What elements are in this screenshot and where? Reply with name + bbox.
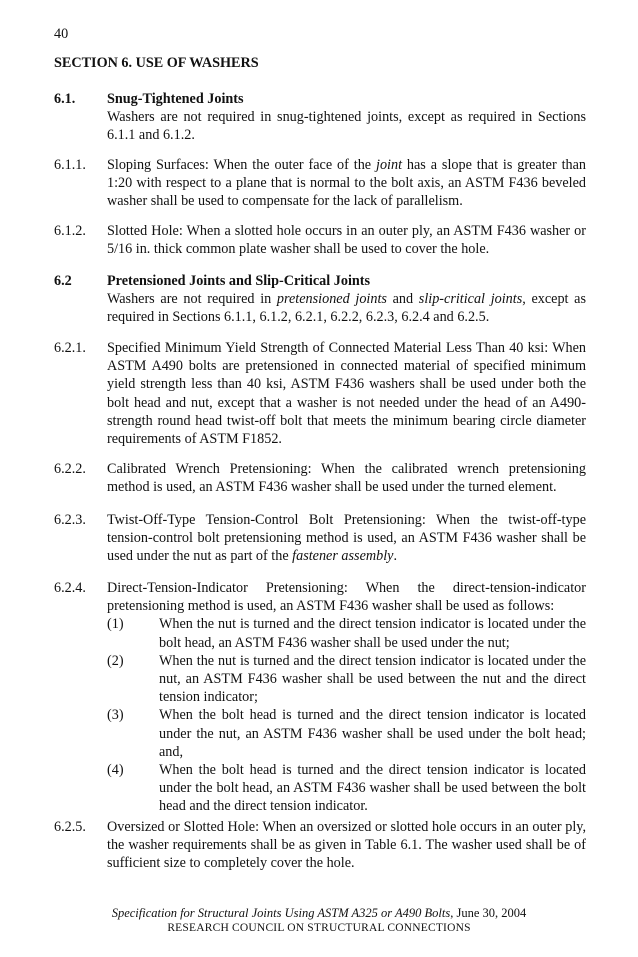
- washer-list: [107, 615, 586, 815]
- section-number: 6.1.: [54, 91, 76, 107]
- list-item-text: When the nut is turned and the direct tension indicator is located under the bolt head, an ASTM F436 washer shall be used under the nut;: [159, 616, 586, 651]
- section-text: Twist-Off-Type Tension-Control Bolt Pretensioning: When the twist-off-type tension-control bolt pretensioning method is used, an ASTM F436 washer shall be used under the nut as part of the fastener assembly.: [107, 512, 586, 565]
- section-6-2-4: [54, 579, 586, 816]
- section-text: Specified Minimum Yield Strength of Connected Material Less Than 40 ksi: When ASTM A490 bolts are pretensioned in connected material of specified minimum yield strength less than 40 ksi, ASTM F436 washers shall be used under both the bolt head and nut, except that a washer is not needed under the head of an A490-strength round head twist-off bolt that meets the minimum bearing circle diameter requirements of ASTM F1852.: [107, 340, 586, 448]
- footer-citation: Specification for Structural Joints Using ASTM A325 or A490 Bolts, June 30, 2004: [111, 906, 527, 920]
- list-item-text: When the nut is turned and the direct tension indicator is located under the nut, an ASTM F436 washer shall be used between the nut and the direct tension indicator;: [159, 652, 586, 706]
- list-item-text: When the bolt head is turned and the direct tension indicator is located under the bolt head, an ASTM F436 washer shall be used between the bolt head and the direct tension indicator.: [159, 762, 586, 815]
- list-item: [107, 761, 586, 816]
- section-6-1-2: [54, 222, 586, 258]
- defined-term: joint: [376, 157, 403, 173]
- page-number: 40: [54, 26, 69, 42]
- section-6-1-1: [54, 156, 586, 211]
- section-text: Washers are not required in snug-tightened joints, except as required in Sections 6.1.1 and 6.1.2.: [107, 109, 586, 144]
- section-number: 6.1.1.: [54, 157, 86, 173]
- list-item-number: (4): [107, 762, 124, 779]
- section-number: 6.2.2.: [54, 461, 86, 477]
- list-item-number: (2): [107, 652, 124, 669]
- section-heading: Pretensioned Joints and Slip-Critical Joints: [107, 273, 371, 289]
- section-text: Direct-Tension-Indicator Pretensioning: When the direct-tension-indicator pretensioning method is used, an ASTM F436 washer shall be used as follows:: [107, 580, 586, 615]
- section-number: 6.2.3.: [54, 512, 86, 528]
- section-text: Calibrated Wrench Pretensioning: When the calibrated wrench pretensioning method is used, an ASTM F436 washer shall be used under the turned element.: [107, 461, 586, 496]
- section-number: 6.1.2.: [54, 223, 86, 239]
- defined-term: fastener assembly: [292, 548, 394, 565]
- defined-term: pretensioned joints: [276, 291, 387, 308]
- section-text: Slotted Hole: When a slotted hole occurs in an outer ply, an ASTM F436 washer or 5/16 in. thick common plate washer shall be used to cover the hole.: [107, 223, 586, 258]
- section-text: Sloping Surfaces: When the outer face of the joint has a slope that is greater than 1:20 with respect to a plane that is normal to the bolt axis, an ASTM F436 beveled washer shall be used to compensate for the lack of parallelism.: [107, 157, 586, 210]
- list-item: [107, 652, 586, 707]
- footer-publisher: RESEARCH COUNCIL ON STRUCTURAL CONNECTIONS: [167, 922, 471, 934]
- section-number: 6.2.1.: [54, 340, 86, 356]
- section-6-2-2: [54, 460, 586, 496]
- section-6-2-3: [54, 511, 586, 566]
- section-6-1: [54, 90, 586, 145]
- page-footer: [0, 906, 638, 936]
- defined-term: slip-critical joints: [418, 291, 523, 308]
- section-heading: Snug-Tightened Joints: [107, 91, 244, 107]
- section-6-2: [54, 272, 586, 327]
- list-item: [107, 706, 586, 761]
- section-title: SECTION 6. USE OF WASHERS: [54, 55, 259, 71]
- list-item-number: (1): [107, 616, 124, 633]
- section-text: Oversized or Slotted Hole: When an oversized or slotted hole occurs in an outer ply, the washer requirements shall be as given in Table 6.1. The washer used shall be of sufficient size to completely cover the hole.: [107, 819, 586, 872]
- section-number: 6.2: [54, 273, 72, 289]
- list-item-number: (3): [107, 707, 124, 724]
- section-number: 6.2.4.: [54, 580, 86, 596]
- list-item: [107, 615, 586, 651]
- section-text: Washers are not required in pretensioned joints and slip-critical joints, except as required in Sections 6.1.1, 6.1.2, 6.2.1, 6.2.2, 6.2.3, 6.2.4 and 6.2.5.: [107, 291, 587, 326]
- section-number: 6.2.5.: [54, 819, 86, 835]
- section-6-2-1: [54, 339, 586, 448]
- list-item-text: When the bolt head is turned and the direct tension indicator is located under the nut, an ASTM F436 washer shall be used under the bolt head; and,: [159, 707, 586, 760]
- section-6-2-5: [54, 818, 586, 873]
